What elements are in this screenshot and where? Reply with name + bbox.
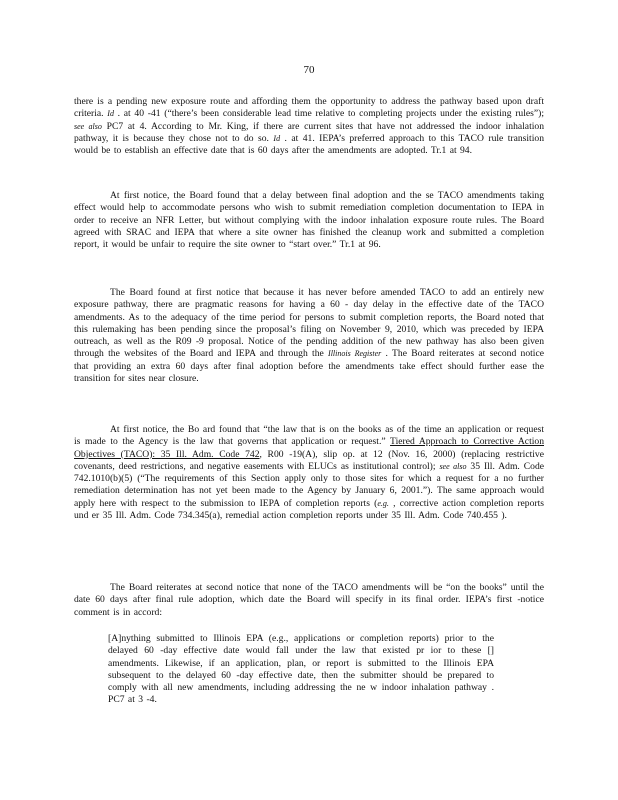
para1-text-3: PC7 at 4. According to Mr. King, if there are current sites that have not addressed the indoor inhalation pathway, it is because they chose not to do so. bbox=[74, 120, 544, 144]
para1-text-1: there is a pending new exposure route and affording them the opportunity to address the pathway based upon draft criteria. bbox=[74, 96, 544, 120]
para1-see-also: see also bbox=[74, 121, 102, 131]
paragraph-pending-exposure-route bbox=[74, 96, 544, 157]
para4-see-also: see also bbox=[439, 461, 467, 471]
paragraph-board-reiterates bbox=[74, 582, 544, 619]
block-quote bbox=[108, 633, 494, 707]
paragraph-law-on-the-books bbox=[74, 424, 544, 522]
para1-id-citation-1: Id bbox=[107, 109, 114, 119]
para4-text-3: 35 Ill. Adm. Code 742.1010(b)(5) (“The requirements of this Section apply only to those sites for which a request for a no further remediation determination has not yet been made to the Agency by January 6, 2001.”). The same approach would apply here with respect to the submission to IEPA of completion reports ( bbox=[74, 460, 544, 509]
para4-eg: e.g. bbox=[377, 498, 389, 508]
para4-text-1: At first notice, the Bo ard found that “the law that is on the books as of the time an application or request is made to the Agency is the law that governs that application or request.” bbox=[74, 424, 544, 448]
para4-case-citation: Tiered Approach to Corrective Action Objectives (TACO): 35 Ill. Adm. Code 742 bbox=[74, 436, 544, 460]
block-quote-text: [A]nything submitted to Illinois EPA (e.g., applications or completion reports) prior to the delayed 60 -day effective date would fall under the law that existed pr ior to these [] amendments. Likewise, if an application, plan, or report is submitted to the Illinois EPA subsequent to the delayed 60 -day effective date, then the submitter should be prepared to comply with all new amendments, including addressing the ne w indoor inhalation pathway . PC7 at 3 -4. bbox=[108, 633, 494, 706]
page-number: 70 bbox=[303, 64, 315, 76]
para1-text-2: . at 40 -41 (“there’s been considerable lead time relative to completing projects under the existing rules”); bbox=[113, 108, 544, 120]
para3-text-2: . The Board reiterates at second notice that providing an extra 60 days after final adoption before the amendments take effect should further ease the transition for sites near closure. bbox=[74, 348, 544, 385]
para3-text-1: The Board found at first notice that because it has never before amended TACO to add an entirely new exposure pathway, there are pragmatic reasons for having a 60 - day delay in the effective date of the TACO amendments. As to the adequacy of the time period for persons to submit completion reports, the Board noted that this rulemaking has been pending since the proposal’s filing on November 9, 2010, which was preceded by IEPA outreach, as well as the R09 -9 proposal. Notice of the pending addition of the new pathway has also been given through the websites of the Board and IEPA and through the bbox=[74, 287, 544, 360]
para1-id-citation-2: Id bbox=[273, 133, 281, 143]
para3-illinois-register: Illinois Register bbox=[328, 349, 382, 359]
para1-text-4: . at 41. IEPA’s preferred approach to this TACO rule transition would be to establish an effective date that is 60 days after the amendments are adopted. Tr.1 at 94. bbox=[74, 132, 544, 157]
para5-text: The Board reiterates at second notice that none of the TACO amendments will be “on the books” until the date 60 days after final rule adoption, which date the Board will specify in its final order. IEPA’s first -notice comment is in accord: bbox=[74, 582, 544, 618]
paragraph-pragmatic-reasons bbox=[74, 287, 544, 385]
paragraph-board-delay-finding bbox=[74, 190, 544, 251]
para4-text-4: , corrective action completion reports und er 35 Ill. Adm. Code 734.345(a), remedial action completion reports under 35 Ill. Adm. Code 740.455 ). bbox=[74, 497, 544, 522]
para4-text-2: , R00 -19(A), slip op. at 12 (Nov. 16, 2000) (replacing restrictive covenants, deed restrictions, and negative easements with ELUCs as institutional control); bbox=[74, 448, 544, 472]
para2-text: At first notice, the Board found that a delay between final adoption and the se TACO amendments taking effect would help to accommodate persons who wish to submit remediation completion documentation to IEPA in order to receive an NFR Letter, but without complying with the indoor inhalation exposure route rules. The Board agreed with SRAC and IEPA that where a site owner has finished the cleanup work and submitted a completion report, it would be unfair to require the site owner to “start over.” Tr.1 at 96. bbox=[74, 190, 544, 251]
